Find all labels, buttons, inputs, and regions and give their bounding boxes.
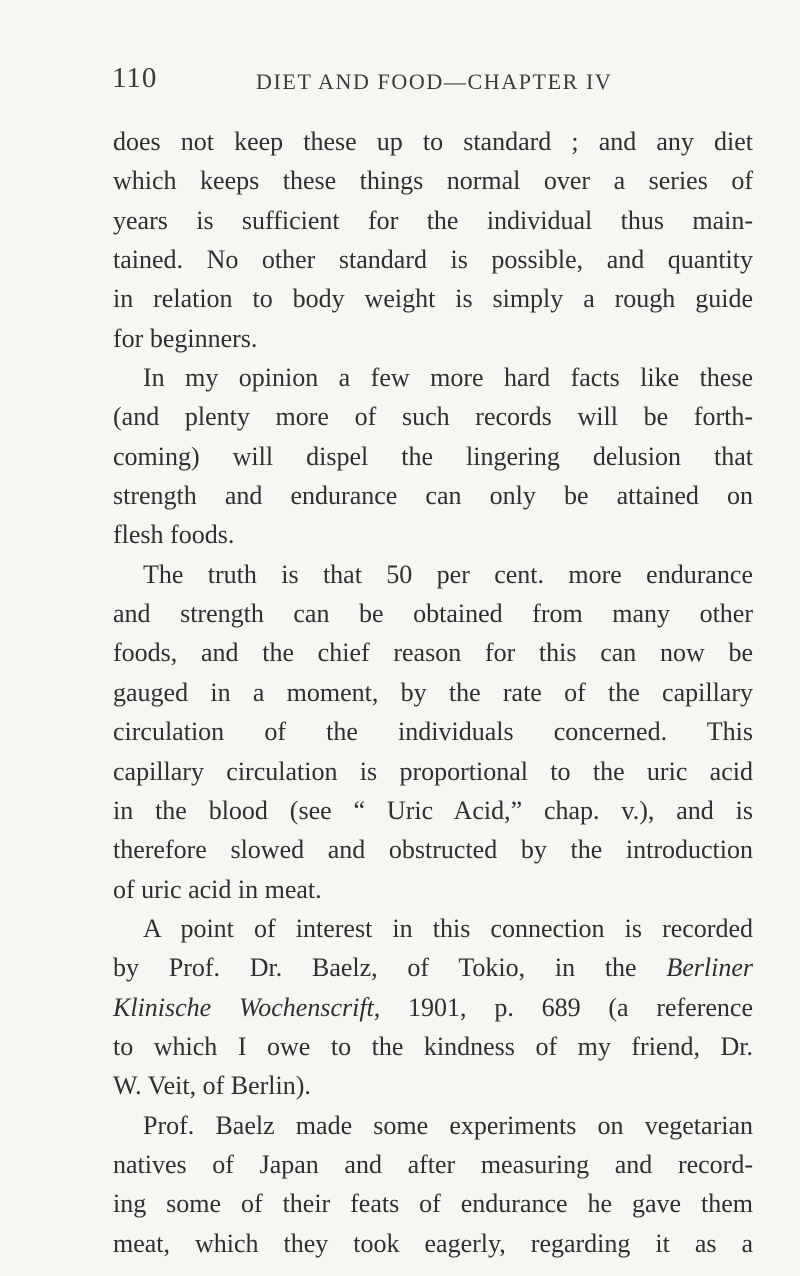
text-line [113,948,753,987]
text-line: tained. No other standard is possible, and quantity [113,245,753,275]
text-line: in relation to body weight is simply a rough guide [113,284,753,314]
text-line: W. Veit, of Berlin). [113,1071,311,1101]
text-line [113,988,753,1027]
running-head [0,62,800,102]
text-line: gauged in a moment, by the rate of the capillary [113,677,753,707]
text-line: for beginners. [113,323,258,353]
text-line: capillary circulation is proportional to the uric acid [113,756,753,786]
text-line: foods, and the chief reason for this can now be [113,638,753,668]
page-number: 110 [112,62,158,94]
text-line: coming) will dispel the lingering delusion that [113,441,753,471]
body-text [113,122,753,1263]
text-line: In my opinion a few more hard facts like these [143,363,753,393]
text-line: of uric acid in meat. [113,874,322,904]
text-fragment: , 1901, p. 689 (a reference [373,992,753,1022]
text-line: circulation of the individuals concerned. This [113,717,753,747]
text-line: therefore slowed and obstructed by the introduction [113,835,753,865]
text-line: strength and endurance can only be attained on [113,481,753,511]
text-fragment: by Prof. Dr. Baelz, of Tokio, in the [113,953,667,983]
text-line: ing some of their feats of endurance he gave them [113,1189,753,1219]
text-line: does not keep these up to standard ; and any diet [113,127,753,156]
journal-title-part: Berliner [666,953,753,983]
text-line: which keeps these things normal over a series of [113,166,753,196]
text-line: flesh foods. [113,520,235,550]
text-line: meat, which they took eagerly, regarding it as a [113,1228,753,1258]
text-line: natives of Japan and after measuring and record- [113,1149,753,1179]
text-line: A point of interest in this connection is recorded [143,913,753,943]
text-line: Prof. Baelz made some experiments on vegetarian [143,1110,753,1140]
running-title: DIET AND FOOD—CHAPTER IV [256,69,613,94]
text-line: and strength can be obtained from many other [113,599,753,629]
journal-title-part: Klinische Wochenscrift [113,992,374,1022]
text-line: (and plenty more of such records will be forth- [113,402,753,432]
text-line: in the blood (see “ Uric Acid,” chap. v.), and is [113,795,753,825]
text-line: to which I owe to the kindness of my friend, Dr. [113,1031,753,1061]
text-line: The truth is that 50 per cent. more endurance [143,559,753,589]
text-line: years is sufficient for the individual thus main- [113,205,753,235]
